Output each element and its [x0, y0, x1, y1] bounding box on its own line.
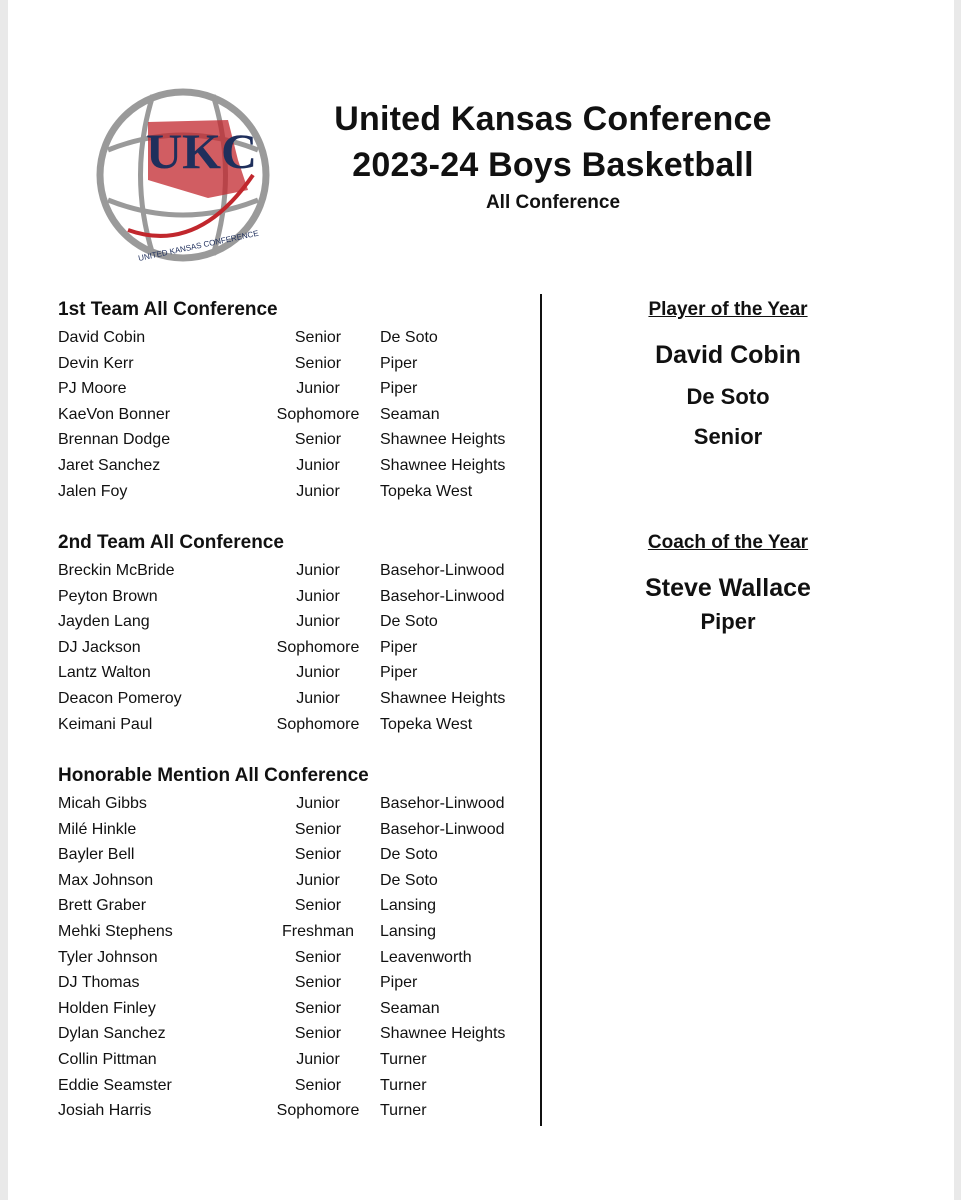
player-name: Max Johnson [58, 871, 154, 889]
player-year: Senior [294, 948, 342, 966]
player-of-year-heading: Player of the Year [648, 299, 808, 320]
logo-ring-text: UNITED KANSAS CONFERENCE [137, 228, 260, 263]
player-school: De Soto [380, 613, 438, 631]
player-school: Topeka West [380, 715, 473, 733]
player-name: Milé Hinkle [58, 820, 137, 838]
player-year: Junior [296, 664, 340, 682]
player-name: Breckin McBride [58, 562, 175, 579]
table-row [58, 635, 528, 661]
table-row [58, 686, 528, 712]
player-school: Topeka West [380, 482, 473, 500]
player-name: Lantz Walton [58, 664, 151, 682]
table-row [58, 893, 528, 919]
player-year: Sophomore [276, 1102, 360, 1120]
player-name: Micah Gibbs [58, 795, 147, 812]
player-name: Brennan Dodge [58, 431, 171, 449]
player-school: Turner [380, 1076, 427, 1094]
table-row [58, 919, 528, 945]
player-school: Shawnee Heights [380, 456, 506, 474]
player-name: Deacon Pomeroy [58, 689, 182, 707]
table-row [58, 427, 528, 453]
title-line-2: 2023-24 Boys Basketball [352, 146, 754, 184]
table-row [58, 970, 528, 996]
player-name: DJ Jackson [58, 638, 141, 656]
player-school: Basehor-Linwood [380, 795, 505, 812]
player-year: Senior [294, 329, 342, 346]
player-year: Sophomore [276, 405, 360, 423]
player-year: Junior [296, 482, 340, 500]
player-name: Collin Pittman [58, 1050, 157, 1068]
title-line-1: United Kansas Conference [334, 100, 772, 138]
honorable-mention-heading: Honorable Mention All Conference [58, 765, 369, 786]
player-name: Bayler Bell [58, 846, 135, 864]
player-name: DJ Thomas [58, 974, 140, 992]
player-name: Jalen Foy [58, 482, 128, 500]
player-year: Junior [296, 380, 340, 398]
player-name: Devin Kerr [58, 354, 134, 372]
player-school: Lansing [380, 922, 437, 940]
player-of-year-class: Senior [693, 424, 763, 449]
player-year: Senior [294, 1076, 342, 1094]
table-row [58, 791, 528, 817]
table-row [58, 402, 528, 428]
player-school: De Soto [380, 871, 438, 889]
player-of-year-school: De Soto [686, 384, 770, 409]
player-name: Mehki Stephens [58, 922, 173, 940]
table-row [58, 609, 528, 635]
table-row [58, 376, 528, 402]
player-year: Freshman [281, 922, 355, 940]
table-row [58, 945, 528, 971]
player-school: De Soto [380, 846, 438, 864]
player-year: Senior [294, 846, 342, 864]
table-row [58, 584, 528, 610]
player-name: Jaret Sanchez [58, 456, 161, 474]
table-row [58, 1021, 528, 1047]
player-school: Shawnee Heights [380, 1025, 506, 1043]
table-row [58, 351, 528, 377]
player-school: Basehor-Linwood [380, 562, 505, 579]
table-row [58, 712, 528, 738]
table-row [58, 868, 528, 894]
table-row [58, 325, 528, 351]
player-school: Shawnee Heights [380, 689, 506, 707]
coach-of-year-heading: Coach of the Year [647, 532, 809, 553]
honorable-mention-section [58, 763, 528, 1124]
table-row [58, 1073, 528, 1099]
table-row [58, 842, 528, 868]
player-year: Sophomore [276, 638, 360, 656]
player-name: Tyler Johnson [58, 948, 158, 966]
table-row [58, 660, 528, 686]
subtitle: All Conference [485, 192, 621, 213]
player-name: Brett Graber [58, 897, 147, 915]
player-year: Senior [294, 897, 342, 915]
coach-of-year-school: Piper [700, 609, 756, 634]
player-school: Piper [380, 974, 418, 992]
player-school: Shawnee Heights [380, 431, 506, 449]
table-row [58, 558, 528, 584]
player-school: Basehor-Linwood [380, 587, 505, 605]
player-name: Dylan Sanchez [58, 1025, 166, 1043]
ukc-logo [88, 80, 278, 270]
player-school: Lansing [380, 897, 437, 915]
player-of-year-block [598, 297, 858, 450]
first-team-heading: 1st Team All Conference [58, 299, 278, 320]
player-year: Senior [294, 1025, 342, 1043]
player-name: KaeVon Bonner [58, 405, 171, 423]
player-year: Senior [294, 820, 342, 838]
player-name: Jayden Lang [58, 613, 150, 631]
player-year: Junior [296, 613, 340, 631]
player-name: Holden Finley [58, 999, 156, 1017]
player-school: Piper [380, 664, 418, 682]
player-year: Sophomore [276, 715, 360, 733]
player-name: Josiah Harris [58, 1102, 152, 1120]
table-row [58, 479, 528, 505]
player-year: Senior [294, 354, 342, 372]
logo-letter-u: UKC [146, 123, 258, 179]
player-school: Seaman [380, 999, 440, 1017]
first-team-section [58, 297, 528, 504]
second-team-heading: 2nd Team All Conference [58, 532, 284, 553]
player-year: Senior [294, 431, 342, 449]
table-row [58, 996, 528, 1022]
player-year: Junior [296, 871, 340, 889]
player-year: Senior [294, 999, 342, 1017]
player-school: Leavenworth [380, 948, 472, 966]
player-school: Turner [380, 1050, 427, 1068]
player-name: Keimani Paul [58, 715, 153, 733]
table-row [58, 453, 528, 479]
column-divider [540, 294, 542, 1126]
player-school: Turner [380, 1102, 427, 1120]
coach-of-year-block [598, 530, 858, 635]
player-school: Piper [380, 380, 418, 398]
table-row [58, 1047, 528, 1073]
player-year: Junior [296, 587, 340, 605]
player-school: Piper [380, 354, 418, 372]
player-school: Seaman [380, 405, 440, 423]
player-name: Peyton Brown [58, 587, 158, 605]
player-school: De Soto [380, 329, 438, 346]
player-name: David Cobin [58, 329, 146, 346]
player-year: Junior [296, 456, 340, 474]
second-team-section [58, 530, 528, 737]
document-page [8, 0, 954, 1200]
player-year: Junior [296, 795, 340, 812]
player-year: Junior [296, 689, 340, 707]
player-name: PJ Moore [58, 380, 127, 398]
player-year: Senior [294, 974, 342, 992]
coach-of-year-name: Steve Wallace [645, 574, 811, 602]
player-year: Junior [296, 562, 340, 579]
player-school: Basehor-Linwood [380, 820, 505, 838]
title-block [318, 96, 788, 214]
player-year: Junior [296, 1050, 340, 1068]
player-school: Piper [380, 638, 418, 656]
table-row [58, 1098, 528, 1124]
player-of-year-name: David Cobin [655, 341, 801, 369]
player-name: Eddie Seamster [58, 1076, 172, 1094]
table-row [58, 817, 528, 843]
